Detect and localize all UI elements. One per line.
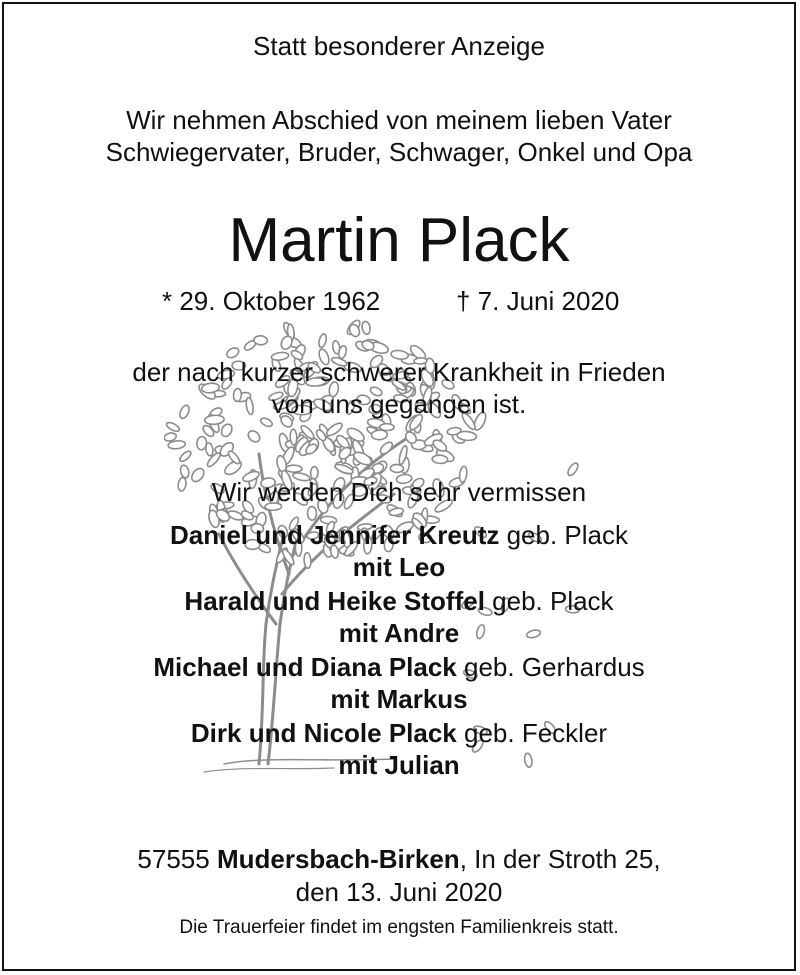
city: Mudersbach-Birken [216, 844, 460, 874]
deceased-name: Martin Plack [228, 206, 570, 275]
farewell-line-1: Wir nehmen Abschied von meinem lieben Vater [126, 105, 672, 135]
family-4-child: mit Julian [338, 750, 460, 780]
family-4-names: Dirk und Nicole Plack [190, 718, 457, 748]
family-2-child-row [4, 617, 794, 649]
family-1-names: Daniel und Jennifer Kreutz [169, 520, 500, 550]
obituary-notice [2, 2, 796, 971]
family-1-child: mit Leo [352, 552, 446, 582]
death-date: † 7. Juni 2020 [456, 286, 620, 316]
zip-code: 57555 [137, 844, 217, 874]
family-4-birth: geb. Feckler [456, 718, 608, 748]
family-1-child-row [4, 551, 794, 583]
family-3-child: mit Markus [330, 684, 468, 714]
family-1 [4, 519, 794, 551]
funeral-note: Die Trauerfeier findet im engsten Familienkreis statt. [179, 917, 619, 938]
farewell-line-2: Schwiegervater, Bruder, Schwager, Onkel und Opa [105, 137, 693, 167]
family-3-birth: geb. Gerhardus [456, 652, 645, 682]
family-4-child-row [4, 749, 794, 781]
family-1-birth: geb. Plack [499, 520, 629, 550]
family-2-child: mit Andre [338, 618, 460, 648]
intro-line: Statt besonderer Anzeige [253, 31, 545, 61]
family-3 [4, 651, 794, 683]
message-line-1: der nach kurzer schwerer Krankheit in Frieden [132, 357, 666, 387]
family-3-child-row [4, 683, 794, 715]
address-line [4, 843, 794, 875]
family-2-names: Harald und Heike Stoffel [184, 586, 485, 616]
mourners-intro: Wir werden Dich sehr vermissen [211, 477, 587, 507]
street: , In der Stroth 25, [459, 844, 661, 874]
family-4 [4, 717, 794, 749]
family-3-names: Michael und Diana Plack [153, 652, 457, 682]
birth-date: * 29. Oktober 1962 [162, 286, 381, 316]
family-2-birth: geb. Plack [484, 586, 614, 616]
life-dates [4, 284, 794, 318]
family-2 [4, 585, 794, 617]
message-line-2: von uns gegangen ist. [271, 389, 527, 419]
notice-date: den 13. Juni 2020 [295, 877, 503, 907]
